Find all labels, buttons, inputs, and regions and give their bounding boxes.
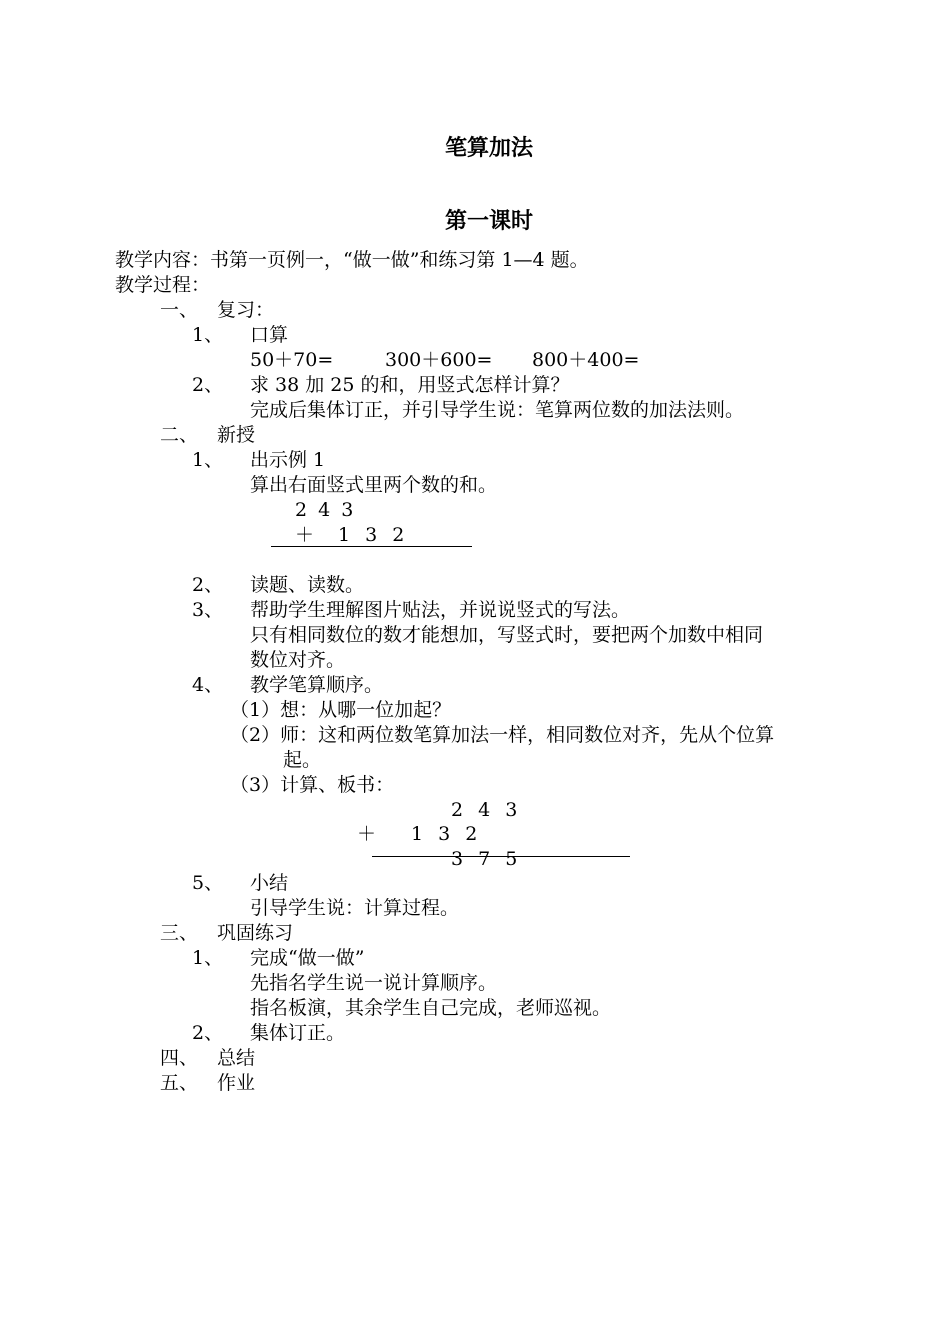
new-item-4-text: 教学笔算顺序。	[250, 674, 384, 696]
lesson-subtitle: 第一课时	[445, 209, 534, 234]
new-item-4-num: 4、	[192, 674, 224, 696]
practice-note-1: 先指名学生说一说计算顺序。	[250, 972, 498, 994]
practice-item-1-num: 1、	[192, 947, 224, 969]
section-3-label: 巩固练习	[217, 922, 294, 944]
mental-math-2: 300＋600=	[385, 349, 493, 371]
review-note: 完成后集体订正，并引导学生说：笔算两位数的加法法则。	[250, 399, 745, 421]
step-2-continued: 起。	[283, 749, 322, 771]
section-5-label: 作业	[217, 1072, 256, 1094]
new-item-1-text: 出示例 1	[250, 449, 326, 471]
practice-note-2: 指名板演，其余学生自己完成，老师巡视。	[250, 997, 612, 1019]
vertical2-top: 2 4 3	[451, 799, 518, 821]
mental-math-3: 800＋400=	[532, 349, 640, 371]
vertical2-result: 3 7 5	[451, 848, 518, 870]
section-3-num: 三、	[160, 922, 199, 944]
review-item-1-num: 1、	[192, 324, 224, 346]
vertical2-bottom: 1 3 2	[411, 823, 478, 845]
step-1: （1）想：从哪一位加起？	[230, 699, 452, 721]
vertical1-top: 2 4 3	[295, 499, 354, 521]
new-item-2-text: 读题、读数。	[250, 574, 365, 596]
practice-item-1-text: 完成“做一做”	[250, 947, 365, 969]
new-item-2-num: 2、	[192, 574, 224, 596]
align-note-line-2: 数位对齐。	[250, 649, 346, 671]
vertical1-bottom: 1 3 2	[338, 524, 405, 546]
vertical2-sum-line	[372, 856, 630, 857]
new-item-3-text: 帮助学生理解图片贴法，并说说竖式的写法。	[250, 599, 631, 621]
section-4-label: 总结	[217, 1047, 256, 1069]
section-1-label: 复习：	[217, 299, 275, 321]
section-2-num: 二、	[160, 424, 199, 446]
new-item-5-text: 小结	[250, 872, 289, 894]
section-5-num: 五、	[160, 1072, 199, 1094]
new-item-1-num: 1、	[192, 449, 224, 471]
align-note-line-1: 只有相同数位的数才能想加，写竖式时，要把两个加数中相同	[250, 624, 764, 646]
vertical1-sum-line	[271, 546, 472, 547]
summary-note: 引导学生说：计算过程。	[250, 897, 460, 919]
section-1-num: 一、	[160, 299, 199, 321]
new-item-5-num: 5、	[192, 872, 224, 894]
example-prompt: 算出右面竖式里两个数的和。	[250, 474, 498, 496]
section-4-num: 四、	[160, 1047, 199, 1069]
practice-item-2-text: 集体订正。	[250, 1022, 346, 1044]
mental-math-1: 50＋70=	[250, 349, 334, 371]
section-2-label: 新授	[217, 424, 256, 446]
step-3: （3）计算、板书：	[230, 774, 395, 796]
review-item-1-text: 口算	[250, 324, 289, 346]
document-title: 笔算加法	[445, 136, 534, 161]
vertical2-plus: ＋	[357, 823, 377, 845]
review-item-2-text: 求 38 加 25 的和，用竖式怎样计算？	[250, 374, 570, 396]
new-item-3-num: 3、	[192, 599, 224, 621]
teaching-content: 教学内容：书第一页例一，“做一做”和练习第 1—4 题。	[115, 249, 589, 271]
teaching-process-label: 教学过程：	[115, 274, 211, 296]
step-2: （2）师：这和两位数笔算加法一样，相同数位对齐，先从个位算	[230, 724, 775, 746]
review-item-2-num: 2、	[192, 374, 224, 396]
practice-item-2-num: 2、	[192, 1022, 224, 1044]
vertical1-plus: ＋	[295, 524, 315, 546]
